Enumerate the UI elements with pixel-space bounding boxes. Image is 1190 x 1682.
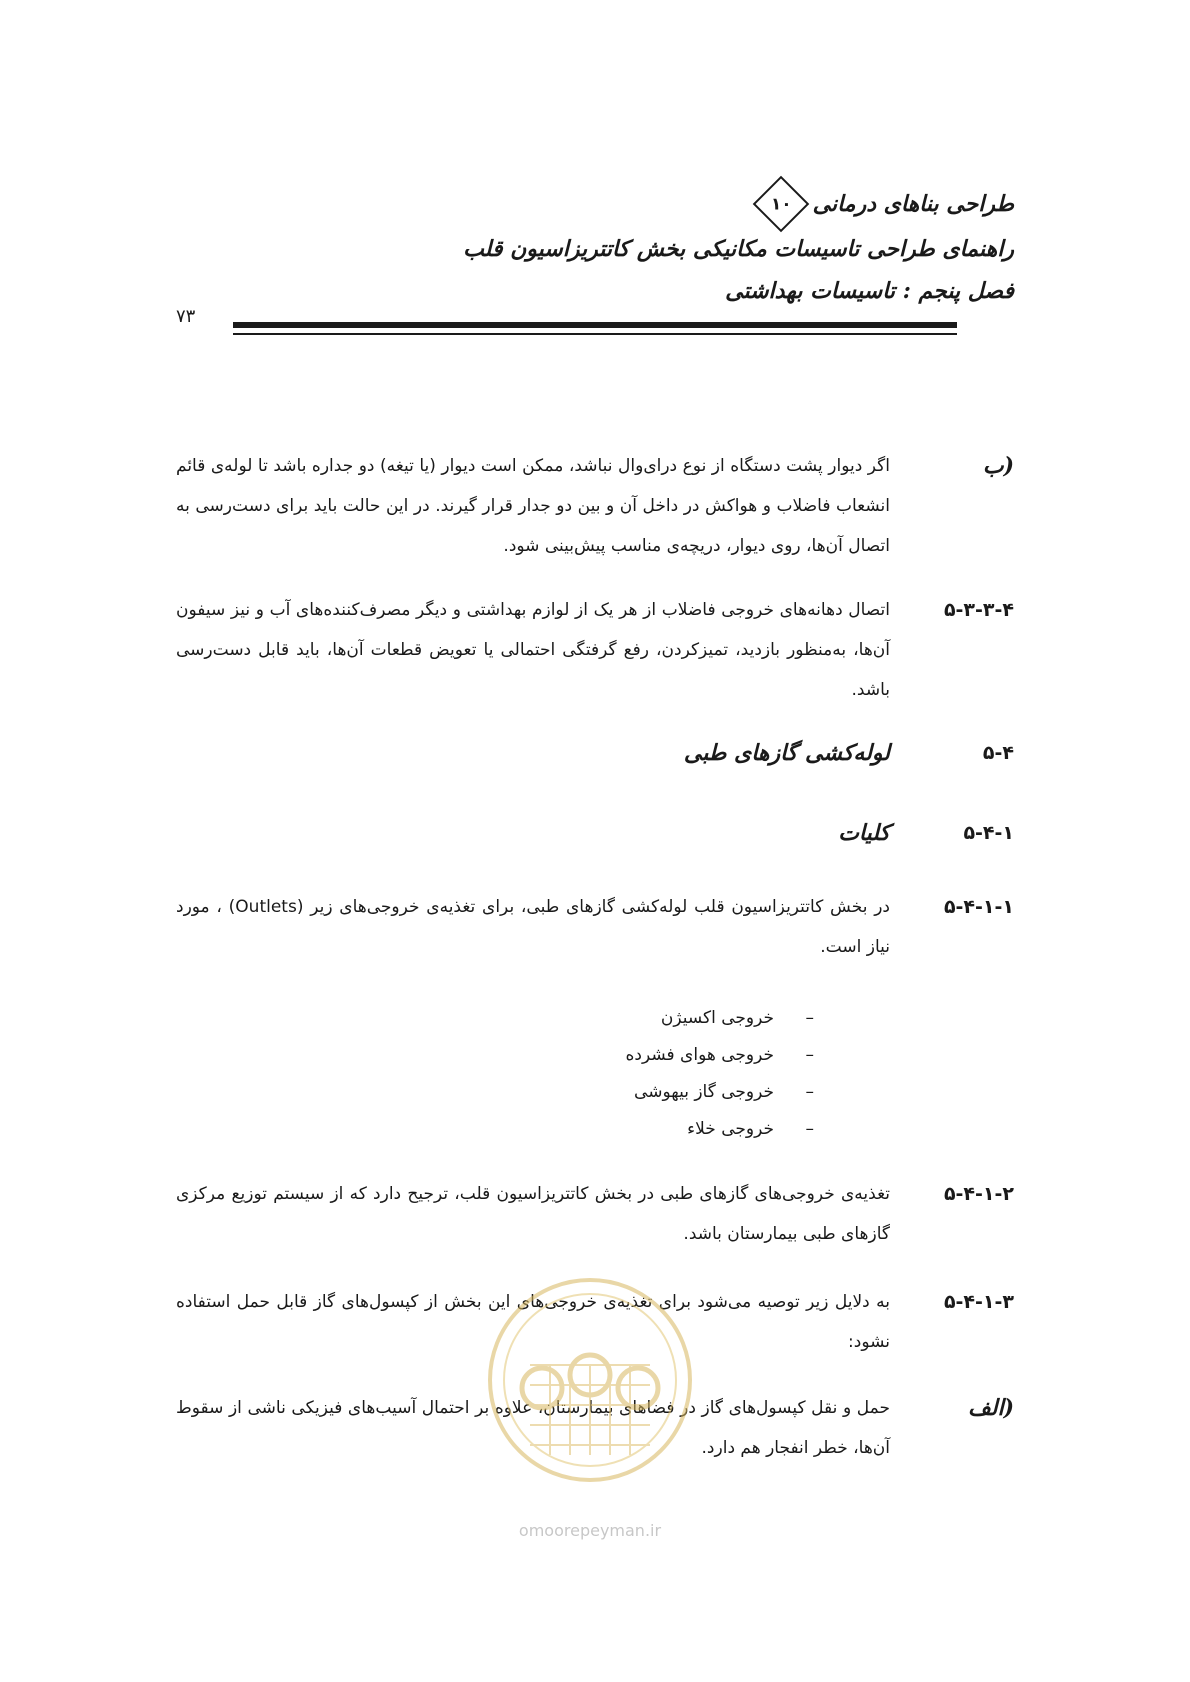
- paragraph-b: [176, 446, 1014, 566]
- paragraph-5-4-1-2: [176, 1174, 1014, 1254]
- series-number-badge: [752, 176, 809, 233]
- watermark-url: omoorepeyman.ir: [518, 1521, 662, 1540]
- paragraph-text: به دلایل زیر توصیه می‌شود برای تغذیه‌ی خروجی‌های این بخش از کپسول‌های گاز قابل حمل استفاده نشود:: [176, 1292, 890, 1352]
- paragraph-text: در بخش کاتتریزاسیون قلب لوله‌کشی گازهای طبی، برای تغذیه‌ی خروجی‌های زیر (Outlets) ، مورد نیاز است.: [176, 897, 890, 957]
- page-header: [214, 180, 1014, 312]
- paragraph-text: تغذیه‌ی خروجی‌های گازهای طبی در بخش کاتتریزاسیون قلب، ترجیح دارد که از سیستم توزیع مرکزی گازهای طبی بیمارستان باشد.: [176, 1184, 890, 1244]
- list-item: –خروجی خلاء: [687, 1119, 814, 1139]
- series-line: [214, 180, 1014, 228]
- paragraph-text: اگر دیوار پشت دستگاه از نوع درای‌وال نباشد، ممکن است دیوار (یا تیغه) دو جداره باشد تا لوله‌ی قائم انشعاب فاضلاب و هواکش در داخل آن و بین دو جدار قرار گیرند. در این حالت باید برای دست‌رسی به اتصال آن‌ها، روی دیوار، دریچه‌ی مناسب پیش‌بینی شود.: [176, 456, 890, 556]
- paragraph-number: ۵-۴-۱-۱: [943, 896, 1014, 918]
- list-item: –خروجی گاز بیهوشی: [634, 1082, 814, 1102]
- list-item: –خروجی هوای فشرده: [625, 1045, 814, 1065]
- section-title: لوله‌کشی گازهای طبی: [683, 740, 890, 766]
- list-item: –خروجی اکسیژن: [660, 1008, 814, 1028]
- paragraph-number: ۵-۴-۱-۳: [943, 1291, 1014, 1313]
- header-rule-thick: [233, 322, 957, 328]
- series-number: ۱۰: [770, 194, 792, 215]
- guide-title: راهنمای طراحی تاسیسات مکانیکی بخش کاتتریزاسیون قلب: [463, 236, 1014, 262]
- header-rule-thin: [233, 333, 957, 335]
- section-heading-5-4-1: [176, 813, 1014, 853]
- paragraph-number: ۵-۳-۳-۴: [943, 599, 1014, 621]
- outlet-list: [625, 1000, 814, 1148]
- paragraph-text: حمل و نقل کپسول‌های گاز در فضاهای بیمارستان، علاوه بر احتمال آسیب‌های فیزیکی ناشی از سقوط آن‌ها، خطر انفجار هم دارد.: [176, 1398, 890, 1458]
- section-heading-5-4: [176, 733, 1014, 773]
- section-title: کلیات: [838, 820, 890, 846]
- paragraph-number: الف): [967, 1395, 1014, 1421]
- section-number: ۵-۴-۱: [963, 822, 1014, 844]
- paragraph-alef: [176, 1388, 1014, 1468]
- series-title: طراحی بناهای درمانی: [812, 191, 1014, 217]
- paragraph-text: اتصال دهانه‌های خروجی فاضلاب از هر یک از لوازم بهداشتی و دیگر مصرف‌کننده‌های آب و نیز سیفون آن‌ها، به‌منظور بازدید، تمیزکردن، رفع گرفتگی احتمالی یا تعویض قطعات آن‌ها، باید قابل دست‌رسی باشد.: [176, 600, 890, 700]
- paragraph-5-4-1-1: [176, 887, 1014, 967]
- section-number: ۵-۴: [982, 742, 1014, 764]
- paragraph-5-3-3-4: [176, 590, 1014, 710]
- paragraph-number: ب): [982, 453, 1014, 479]
- page-number: ۷۳: [176, 306, 196, 327]
- paragraph-5-4-1-3: [176, 1282, 1014, 1362]
- paragraph-number: ۵-۴-۱-۲: [943, 1183, 1014, 1205]
- chapter-title: فصل پنجم : تاسیسات بهداشتی: [725, 278, 1014, 304]
